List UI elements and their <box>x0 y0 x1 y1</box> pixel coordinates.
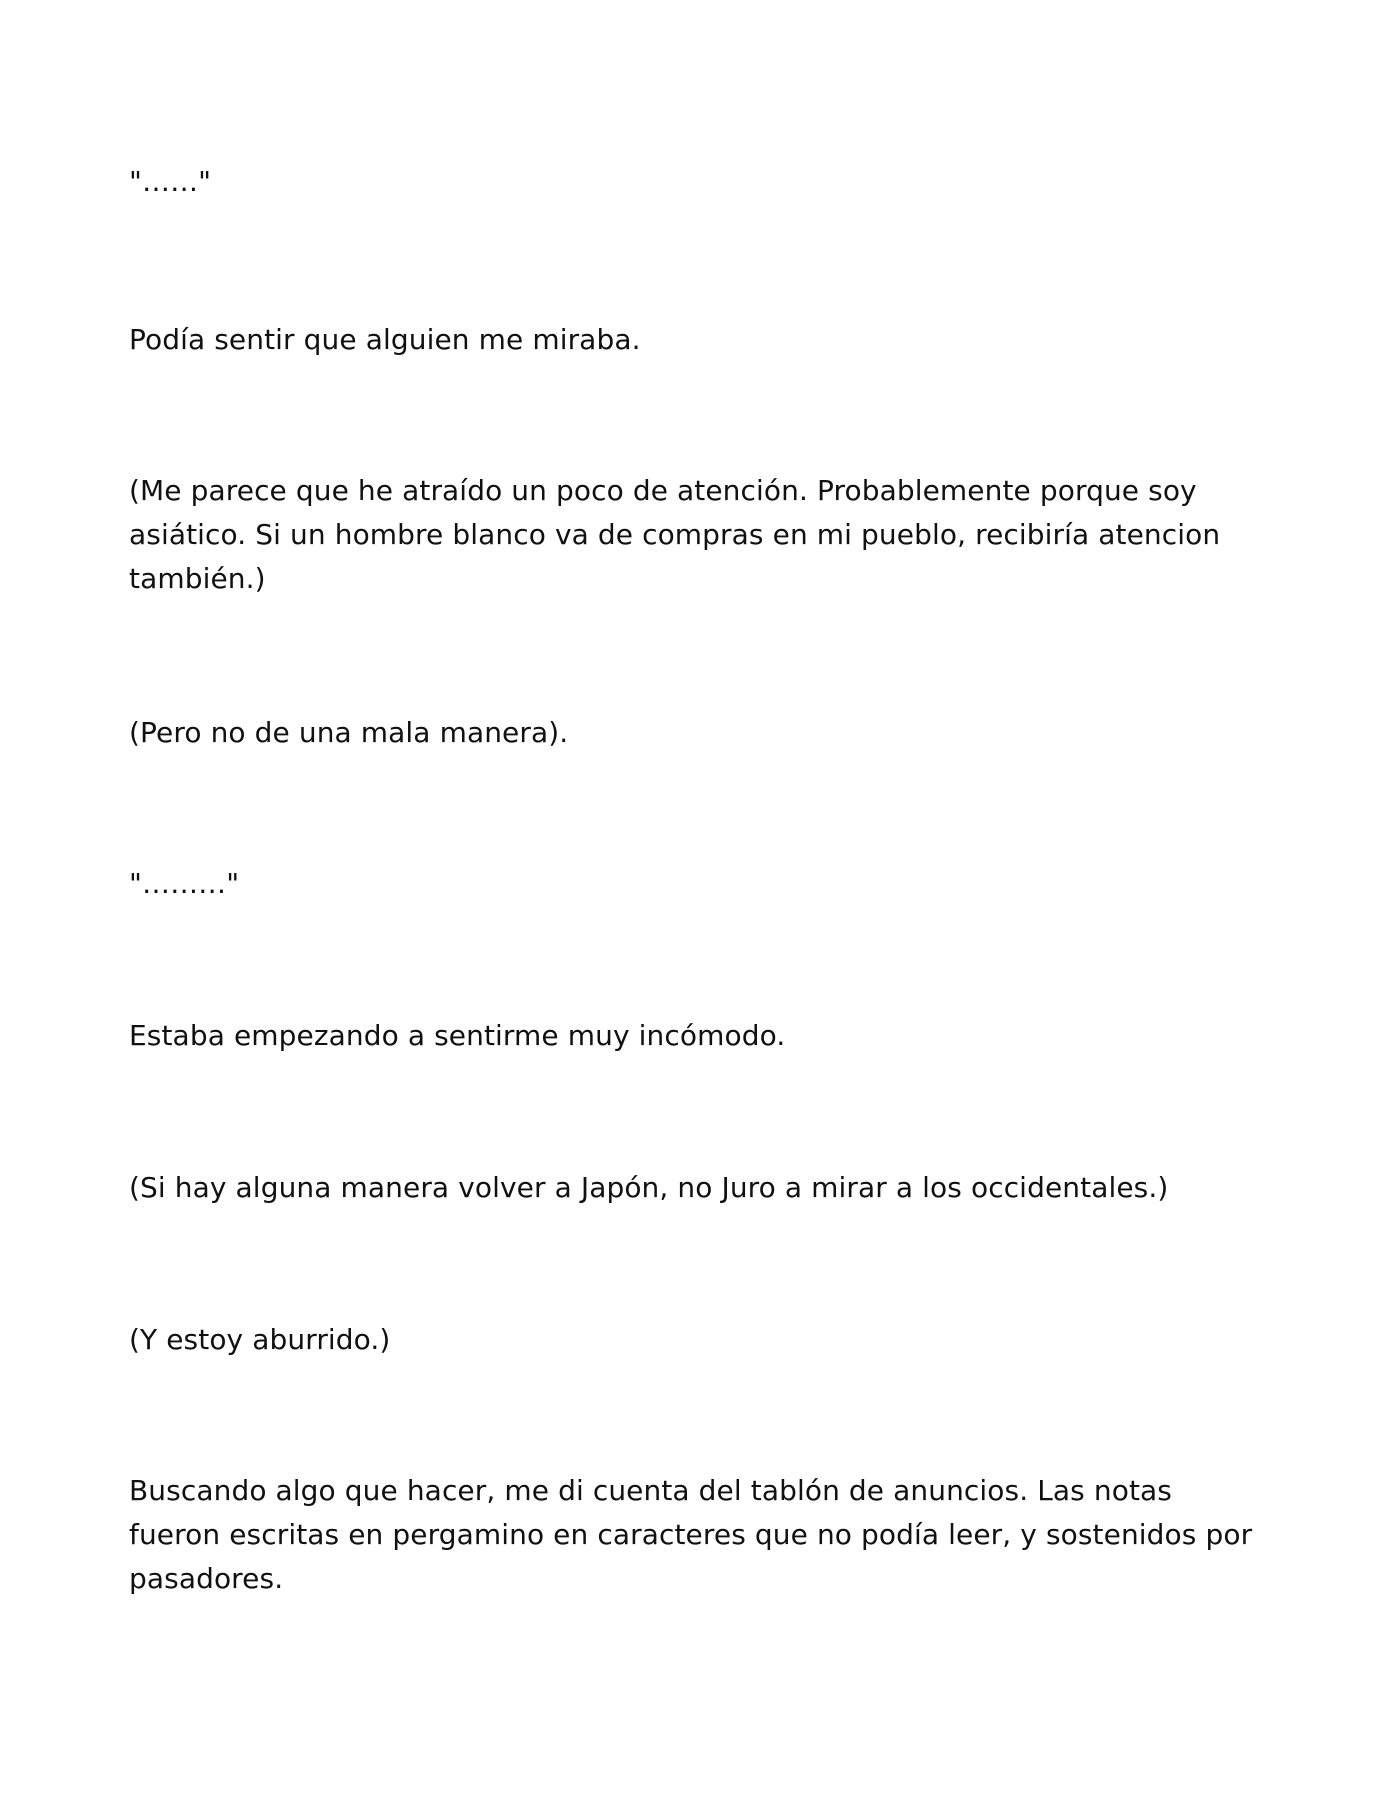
paragraph: Estaba empezando a sentirme muy incómodo. <box>129 1019 786 1052</box>
paragraph-ellipsis-quote: "………" <box>129 867 240 900</box>
paragraph: (Me parece que he atraído un poco de atención. Probablemente porque soy asiático. Si un hombre blanco va de compras en mi pueblo, recibiría atencion también.) <box>129 474 1221 595</box>
paragraph: (Si hay alguna manera volver a Japón, no Juro a mirar a los occidentales.) <box>129 1171 1169 1204</box>
paragraph: Podía sentir que alguien me miraba. <box>129 323 641 356</box>
paragraph-ellipsis-quote: "……" <box>129 165 212 198</box>
paragraph: Buscando algo que hacer, me di cuenta del tablón de anuncios. Las notas fueron escritas en pergamino en caracteres que no podía leer, y sostenidos por pasadores. <box>129 1474 1253 1595</box>
paragraph: (Y estoy aburrido.) <box>129 1323 391 1356</box>
paragraph: (Pero no de una mala manera). <box>129 716 569 749</box>
